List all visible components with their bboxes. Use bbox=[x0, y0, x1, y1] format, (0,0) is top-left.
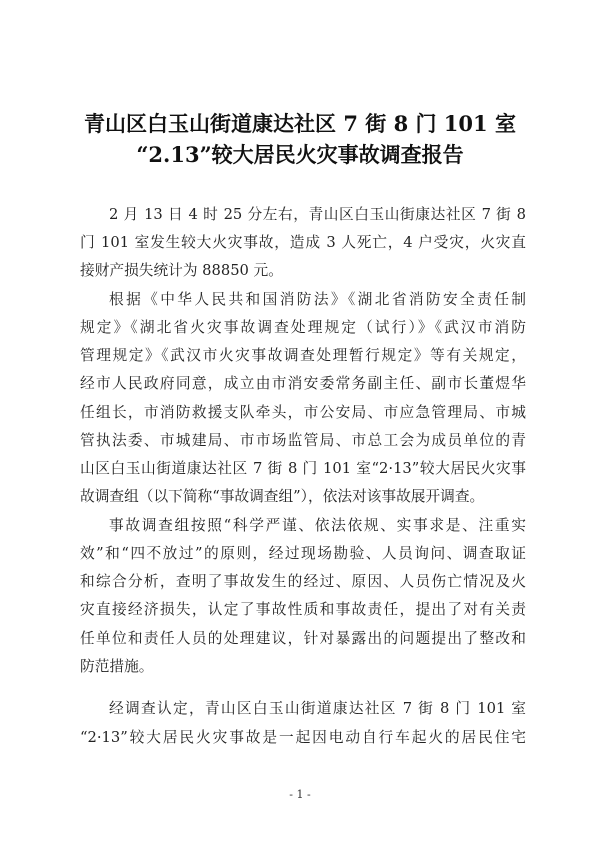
paragraph-2-line-5: 任组长，市消防救援支队牵头，市公安局、市应急管理局、市城 bbox=[80, 404, 526, 421]
report-title-line-2: “2.13”较大居民火灾事故调查报告 bbox=[136, 142, 464, 167]
paragraph-3-line-2: 效”和“四不放过”的原则，经过现场勘验、人员询问、调查取证 bbox=[80, 545, 526, 562]
paragraph-4-line-1: 经调查认定，青山区白玉山街道康达社区 7 街 8 门 101 室 bbox=[109, 700, 526, 717]
paragraph-2-line-3: 管理规定》《武汉市火灾事故调查处理暂行规定》等有关规定， bbox=[80, 347, 526, 364]
paragraph-1-line-2: 门 101 室发生较大火灾事故，造成 3 人死亡，4 户受灾，火灾直 bbox=[80, 234, 526, 251]
paragraph-2-line-8: 故调查组（以下简称“事故调查组”），依法对该事故展开调查。 bbox=[80, 488, 485, 505]
paragraph-4-line-2: “2·13”较大居民火灾事故是一起因电动自行车起火的居民住宅 bbox=[80, 729, 526, 746]
paragraph-2-line-6: 管执法委、市城建局、市市场监管局、市总工会为成员单位的青 bbox=[80, 432, 526, 449]
paragraph-3-line-4: 灾直接经济损失，认定了事故性质和事故责任，提出了对有关责 bbox=[80, 601, 526, 618]
paragraph-2-line-1: 根据《中华人民共和国消防法》《湖北省消防安全责任制 bbox=[109, 291, 526, 308]
paragraph-2-line-4: 经市人民政府同意，成立由市消安委常务副主任、副市长董煜华 bbox=[80, 375, 526, 392]
paragraph-2-line-2: 规定》《湖北省火灾事故调查处理规定（试行）》《武汉市消防 bbox=[80, 319, 526, 336]
paragraph-3-line-1: 事故调查组按照“科学严谨、依法依规、实事求是、注重实 bbox=[109, 517, 526, 534]
paragraph-3-line-3: 和综合分析，查明了事故发生的经过、原因、人员伤亡情况及火 bbox=[80, 573, 526, 590]
paragraph-1-line-3: 接财产损失统计为 88850 元。 bbox=[80, 262, 283, 279]
report-title-line-1: 青山区白玉山街道康达社区 7 街 8 门 101 室 bbox=[84, 111, 516, 136]
paragraph-3-line-5: 任单位和责任人员的处理建议，针对暴露出的问题提出了整改和 bbox=[80, 630, 526, 647]
page-number: - 1 - bbox=[289, 788, 311, 801]
paragraph-3-line-6: 防范措施。 bbox=[80, 658, 154, 675]
paragraph-2-line-7: 山区白玉山街道康达社区 7 街 8 门 101 室“2·13”较大居民火灾事 bbox=[80, 460, 526, 477]
paragraph-1-line-1: 2 月 13 日 4 时 25 分左右，青山区白玉山街康达社区 7 街 8 bbox=[109, 206, 526, 223]
